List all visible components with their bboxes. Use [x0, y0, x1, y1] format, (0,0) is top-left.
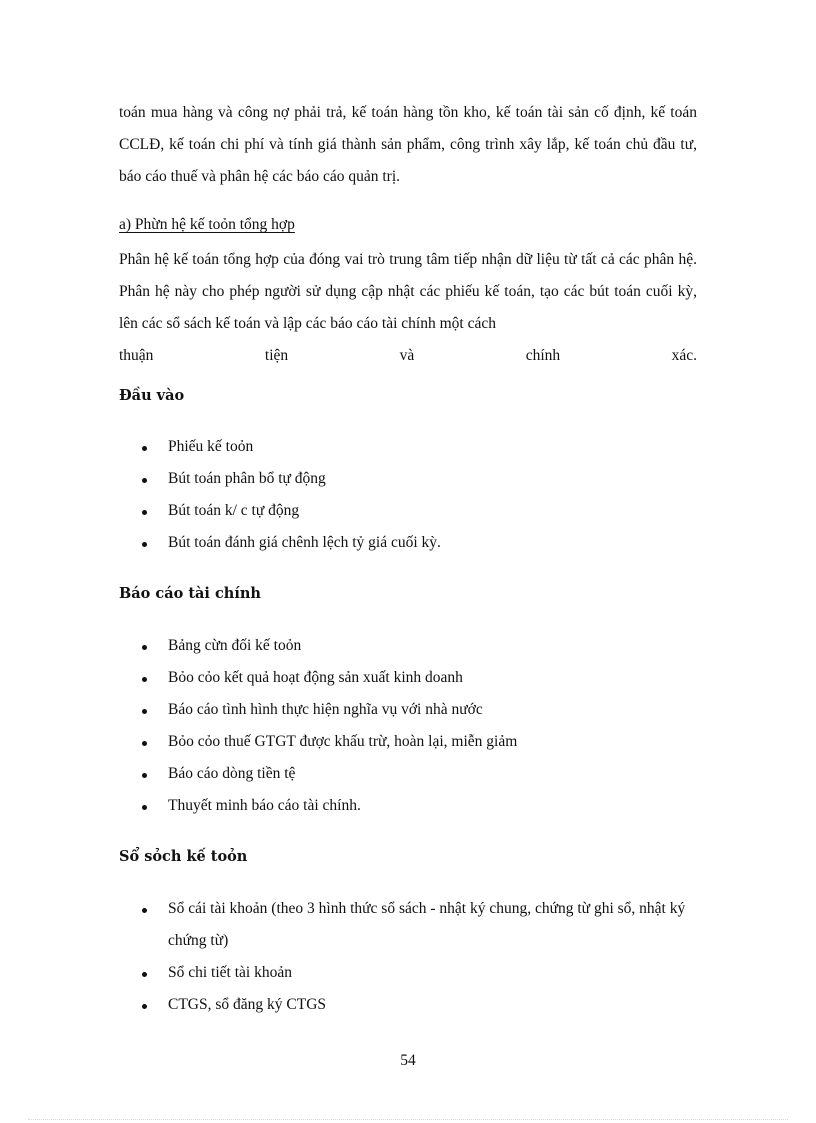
list-item: CTGS, sổ đăng ký CTGS [140, 989, 700, 1021]
list-item: Bỏo cỏo kết quả hoạt động sản xuất kinh doanh [140, 662, 700, 694]
bullet-icon [142, 972, 147, 977]
bullet-icon [142, 542, 147, 547]
general-ledger-last-line: thuận tiện và chính xác. [119, 347, 697, 364]
list-item: Báo cáo dòng tiền tệ [140, 758, 700, 790]
ledgers-list [140, 893, 700, 1021]
page-number: 54 [400, 1052, 416, 1069]
bullet-icon [142, 741, 147, 746]
bullet-icon [142, 773, 147, 778]
list-item: Bút toán k/ c tự động [140, 495, 700, 527]
list-item: Bỏo cỏo thuế GTGT được khấu trừ, hoàn lại, miễn giảm [140, 726, 700, 758]
intro-paragraph: toán mua hàng và công nợ phải trả, kế toán hàng tồn kho, kế toán tài sản cố định, kế toán CCLĐ, kế toán chi phí và tính giá thành sản phẩm, công trình xây lắp, kế toán chủ đầu tư, báo cáo thuế và phân hệ các báo cáo quản trị. [119, 104, 697, 185]
list-item: Bút toán đánh giá chênh lệch tỷ giá cuối kỳ. [140, 527, 700, 559]
list-item: Bút toán phân bổ tự động [140, 463, 700, 495]
list-item: Thuyết minh báo cáo tài chính. [140, 790, 700, 822]
general-ledger-text: Phân hệ kế toán tổng hợp của đóng vai trò trung tâm tiếp nhận dữ liệu từ tất cả các phân hệ. Phân hệ này cho phép người sử dụng cập nhật các phiếu kế toán, tạo các bút toán cuối kỳ, lên các sổ sách kế toán và lập các báo cáo tài chính một cách [119, 251, 697, 332]
list-item: Sổ chi tiết tài khoản [140, 957, 700, 989]
list-item: Phiếu kế toỏn [140, 431, 700, 463]
section-heading-inputs: Đầu vào [119, 387, 185, 404]
bullet-icon [142, 446, 147, 451]
bullet-icon [142, 510, 147, 515]
bullet-icon [142, 645, 147, 650]
bullet-icon [142, 908, 147, 913]
subheading-general-ledger: a) Phừn hệ kế toỏn tổng hợp [119, 216, 295, 233]
bullet-icon [142, 1004, 147, 1009]
general-ledger-paragraph [119, 244, 697, 372]
list-item: Sổ cái tài khoản (theo 3 hình thức sổ sách - nhật ký chung, chứng từ ghi sổ, nhật ký chứng từ) [140, 893, 700, 957]
section-heading-financial-reports: Báo cáo tài chính [119, 585, 261, 602]
inputs-list [140, 431, 700, 559]
bullet-icon [142, 478, 147, 483]
page-border-line [28, 1119, 788, 1120]
section-heading-ledgers: Sổ sỏch kế toỏn [119, 848, 248, 865]
bullet-icon [142, 805, 147, 810]
bullet-icon [142, 677, 147, 682]
list-item: Báo cáo tình hình thực hiện nghĩa vụ với nhà nước [140, 694, 700, 726]
list-item: Bảng cừn đối kế toỏn [140, 630, 700, 662]
financial-reports-list [140, 630, 700, 822]
bullet-icon [142, 709, 147, 714]
